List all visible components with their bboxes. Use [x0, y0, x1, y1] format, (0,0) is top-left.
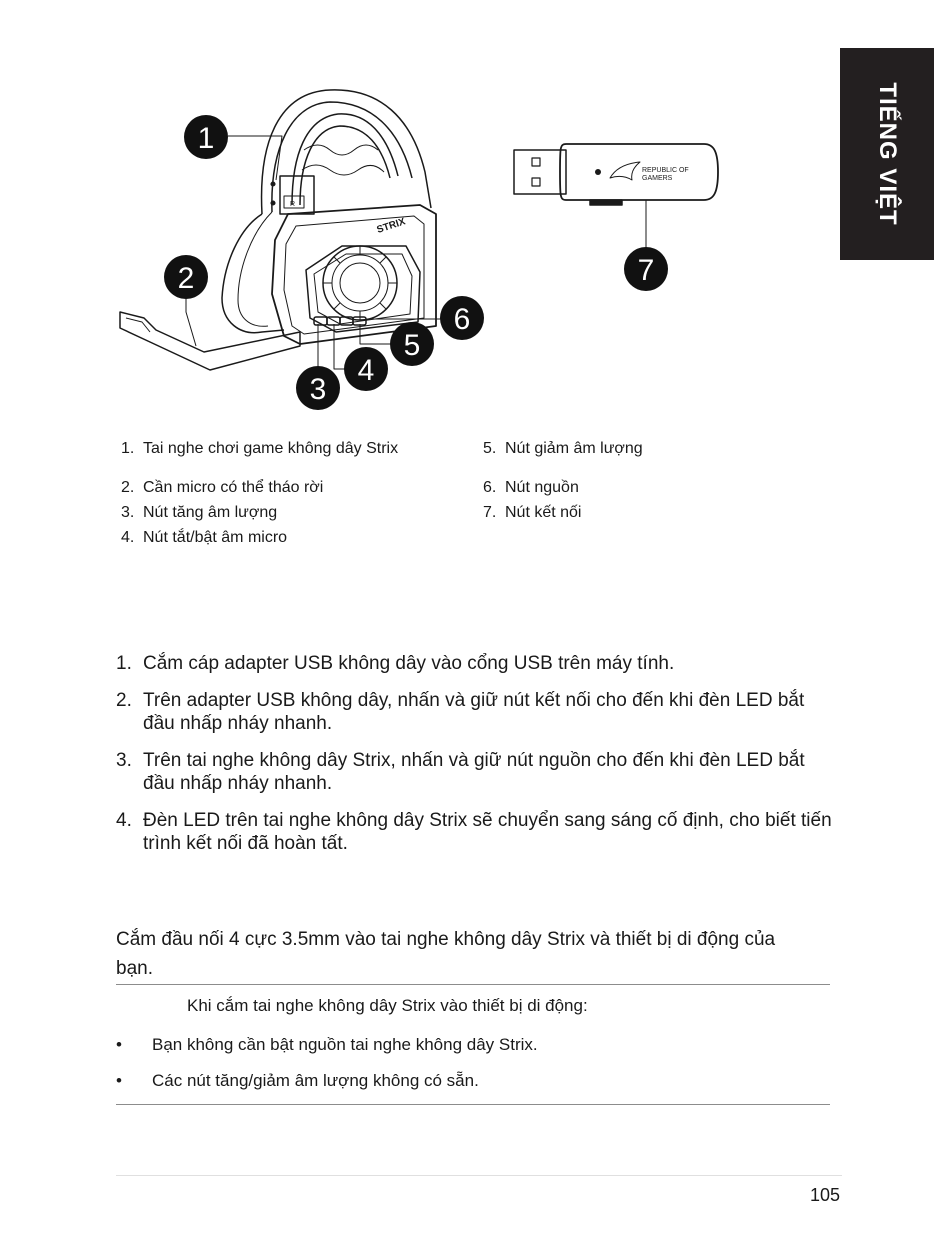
step-item: 3. Trên tai nghe không dây Strix, nhấn và giữ nút nguồn cho đến khi đèn LED bắt đầu nhấp nháy nhanh. — [116, 750, 805, 794]
note-bottom-divider — [116, 1104, 830, 1105]
usb-dongle-illustration — [514, 144, 718, 205]
note-bullet: • Các nút tăng/giảm âm lượng không có sẵn. — [116, 1071, 479, 1090]
dongle-logo-text: REPUBLIC OF — [642, 167, 689, 174]
headset-brand-text: STRIX — [375, 216, 407, 236]
connection-steps — [116, 652, 836, 869]
callout-2 — [164, 255, 208, 299]
svg-text:5: 5 — [403, 329, 421, 362]
parts-list-item: 1. Tai nghe chơi game không dây Strix — [121, 440, 399, 457]
bullet-icon: • — [116, 1071, 122, 1090]
svg-text:2: 2 — [177, 262, 195, 295]
svg-text:4: 4 — [357, 354, 375, 387]
callout-3 — [296, 366, 340, 410]
microphone-boom-illustration — [120, 312, 300, 370]
parts-list-item: 3. Nút tăng âm lượng — [121, 504, 278, 521]
note-bullet: • Bạn không cần bật nguồn tai nghe không dây Strix. — [116, 1035, 538, 1054]
svg-text:GAMERS: GAMERS — [642, 175, 673, 182]
mobile-connection-paragraph: Cắm đầu nối 4 cực 3.5mm vào tai nghe không dây Strix và thiết bị di động của bạn. — [116, 929, 776, 979]
svg-text:3: 3 — [309, 373, 327, 406]
step-item: 4. Đèn LED trên tai nghe không dây Strix sẽ chuyển sang sáng cố định, cho biết tiến trình kết nối đã hoàn tất. — [116, 810, 832, 854]
svg-text:6: 6 — [453, 303, 471, 336]
parts-list-item: 4. Nút tắt/bật âm micro — [121, 529, 288, 546]
footer-divider — [116, 1175, 842, 1176]
language-label: TIẾNG VIỆT — [874, 82, 901, 226]
step-item: 1. Cắm cáp adapter USB không dây vào cổng USB trên máy tính. — [116, 653, 675, 674]
parts-list-item: 5. Nút giảm âm lượng — [483, 440, 643, 457]
parts-list-right — [483, 436, 643, 525]
svg-text:1: 1 — [197, 122, 215, 155]
parts-list-item: 6. Nút nguồn — [483, 479, 579, 496]
parts-list-item: 7. Nút kết nối — [483, 504, 582, 521]
note-top-divider — [116, 984, 830, 985]
callout-7 — [624, 247, 668, 291]
callout-5 — [390, 322, 434, 366]
svg-text:7: 7 — [637, 254, 655, 287]
bullet-icon: • — [116, 1035, 122, 1054]
note-intro: Khi cắm tai nghe không dây Strix vào thiết bị di động: — [187, 996, 588, 1015]
page-number: 105 — [809, 1185, 840, 1205]
step-item: 2. Trên adapter USB không dây, nhấn và giữ nút kết nối cho đến khi đèn LED bắt đầu nhấp nháy nhanh. — [116, 690, 805, 734]
parts-list-left — [121, 436, 398, 550]
callout-6 — [440, 296, 484, 340]
headset-illustration — [222, 90, 436, 344]
product-diagram — [0, 0, 950, 420]
callout-1 — [184, 115, 228, 159]
parts-list-item: 2. Cần micro có thể tháo rời — [121, 479, 324, 496]
callout-4 — [344, 347, 388, 391]
side-marker: R — [290, 201, 296, 208]
